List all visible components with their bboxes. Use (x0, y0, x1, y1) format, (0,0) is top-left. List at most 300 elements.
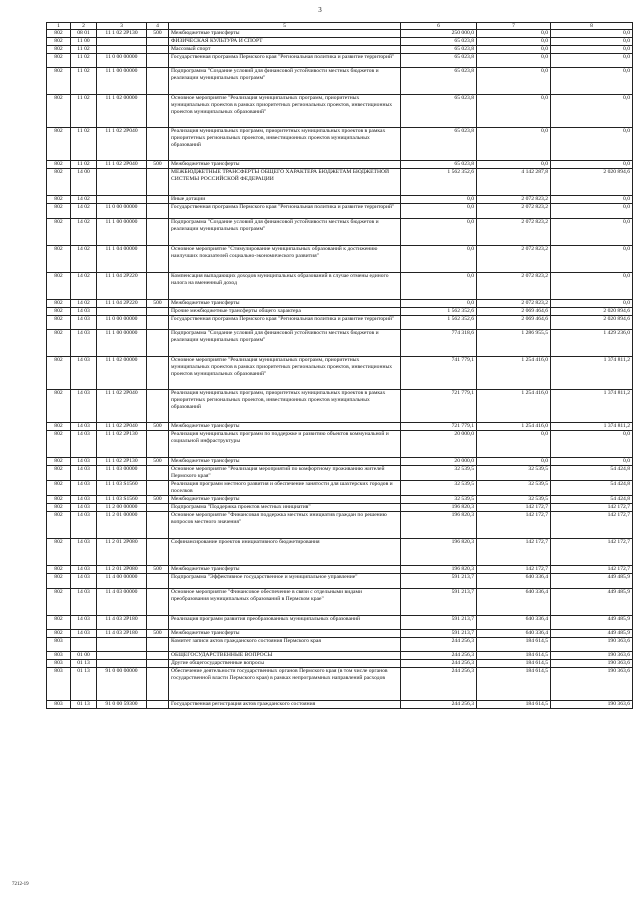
section-code: 14 03 (71, 588, 97, 615)
expense-type-code (147, 272, 169, 299)
department-code: 802 (47, 169, 71, 196)
amount-year-2: 0,0 (477, 38, 551, 46)
department-code: 803 (47, 652, 71, 660)
department-code: 802 (47, 481, 71, 496)
expense-type-code (147, 481, 169, 496)
target-article-code: 11 4 03 00000 (97, 588, 147, 615)
amount-year-1: 591 213,7 (401, 588, 477, 615)
amount-year-2: 640 336,4 (477, 574, 551, 588)
item-description: Иные дотации (169, 196, 401, 204)
table-row (47, 539, 633, 566)
table-row (47, 54, 633, 68)
expense-type-code (147, 218, 169, 245)
department-code: 802 (47, 615, 71, 629)
expense-type-code: 500 (147, 30, 169, 38)
section-code: 14 03 (71, 504, 97, 512)
column-number: 7 (477, 23, 551, 30)
amount-year-2: 184 614,5 (477, 701, 551, 709)
amount-year-3: 0,0 (551, 218, 633, 245)
department-code: 802 (47, 46, 71, 54)
item-description: Подпрограмма "Эффективное государственное и муниципальное управление" (169, 574, 401, 588)
target-article-code: 11 1 02 00000 (97, 357, 147, 390)
item-description: Государственная программа Пермского края "Региональная политика и развитие территорий" (169, 54, 401, 68)
amount-year-2: 1 254 416,0 (477, 423, 551, 431)
amount-year-1: 250 000,0 (401, 30, 477, 38)
item-description: Прочие межбюджетные трансферты общего характера (169, 307, 401, 315)
amount-year-3: 2 020 894,6 (551, 169, 633, 196)
section-code: 14 02 (71, 299, 97, 307)
department-code: 802 (47, 423, 71, 431)
amount-year-1: 65 023,8 (401, 128, 477, 161)
section-code: 14 02 (71, 196, 97, 204)
section-code: 14 03 (71, 615, 97, 629)
expense-type-code (147, 68, 169, 95)
expense-type-code (147, 701, 169, 709)
amount-year-1: 1 562 352,6 (401, 169, 477, 196)
amount-year-3: 0,0 (551, 161, 633, 169)
expense-type-code: 500 (147, 496, 169, 504)
amount-year-2: 640 336,4 (477, 615, 551, 629)
amount-year-3: 54 424,8 (551, 481, 633, 496)
item-description: Реализация программ развития преобразованных муниципальных образований (169, 615, 401, 629)
amount-year-3: 190 363,6 (551, 637, 633, 651)
amount-year-2: 0,0 (477, 95, 551, 128)
target-article-code: 11 1 00 00000 (97, 68, 147, 95)
item-description: Подпрограмма "Создание условий для финансовой устойчивости местных бюджетов и реализации муниципальных программ" (169, 218, 401, 245)
expense-type-code (147, 46, 169, 54)
table-row (47, 204, 633, 218)
target-article-code (97, 652, 147, 660)
amount-year-3: 142 172,7 (551, 512, 633, 539)
table-row (47, 496, 633, 504)
expense-type-code (147, 196, 169, 204)
amount-year-1: 591 213,7 (401, 615, 477, 629)
table-row (47, 629, 633, 637)
department-code: 802 (47, 458, 71, 466)
section-code (71, 637, 97, 651)
section-code: 14 03 (71, 629, 97, 637)
target-article-code: 91 0 00 00000 (97, 668, 147, 701)
table-row (47, 566, 633, 574)
target-article-code: 11 1 02 2P130 (97, 30, 147, 38)
expense-type-code (147, 390, 169, 423)
amount-year-3: 190 363,6 (551, 652, 633, 660)
item-description: Межбюджетные трансферты (169, 458, 401, 466)
amount-year-1: 20 000,0 (401, 458, 477, 466)
amount-year-1: 32 539,5 (401, 481, 477, 496)
department-code: 802 (47, 95, 71, 128)
amount-year-3: 1 429 236,0 (551, 330, 633, 357)
amount-year-2: 0,0 (477, 431, 551, 458)
section-code: 14 02 (71, 218, 97, 245)
amount-year-1: 0,0 (401, 204, 477, 218)
department-code: 802 (47, 512, 71, 539)
target-article-code (97, 637, 147, 651)
section-code: 14 03 (71, 315, 97, 329)
target-article-code (97, 196, 147, 204)
amount-year-3: 449 485,9 (551, 574, 633, 588)
table-row (47, 169, 633, 196)
target-article-code: 11 1 04 00000 (97, 245, 147, 272)
item-description: Массовый спорт (169, 46, 401, 54)
expense-type-code (147, 504, 169, 512)
expense-type-code (147, 38, 169, 46)
amount-year-3: 2 020 894,6 (551, 307, 633, 315)
amount-year-2: 2 072 823,2 (477, 272, 551, 299)
column-number: 6 (401, 23, 477, 30)
amount-year-1: 591 213,7 (401, 574, 477, 588)
department-code: 802 (47, 566, 71, 574)
section-code: 14 03 (71, 566, 97, 574)
item-description: Реализация муниципальных программ, приоритетных муниципальных проектов в рамках приоритетных региональных проектов, инвестиционных проектов муниципальных образований (169, 390, 401, 423)
amount-year-3: 1 374 811,2 (551, 390, 633, 423)
amount-year-1: 196 820,3 (401, 539, 477, 566)
amount-year-2: 142 172,7 (477, 539, 551, 566)
amount-year-3: 0,0 (551, 95, 633, 128)
amount-year-1: 65 023,8 (401, 95, 477, 128)
department-code: 802 (47, 38, 71, 46)
target-article-code: 11 1 03 S1560 (97, 496, 147, 504)
expense-type-code (147, 169, 169, 196)
table-row (47, 218, 633, 245)
table-row (47, 307, 633, 315)
amount-year-3: 0,0 (551, 38, 633, 46)
column-number: 3 (97, 23, 147, 30)
amount-year-2: 0,0 (477, 46, 551, 54)
section-code: 11 02 (71, 161, 97, 169)
amount-year-2: 2 069 464,6 (477, 315, 551, 329)
amount-year-3: 190 363,6 (551, 660, 633, 668)
amount-year-3: 142 172,7 (551, 566, 633, 574)
amount-year-1: 0,0 (401, 218, 477, 245)
amount-year-1: 65 023,8 (401, 54, 477, 68)
target-article-code: 11 2 01 2P080 (97, 566, 147, 574)
target-article-code (97, 169, 147, 196)
amount-year-1: 0,0 (401, 299, 477, 307)
item-description: Межбюджетные трансферты (169, 566, 401, 574)
target-article-code: 11 1 00 00000 (97, 330, 147, 357)
department-code: 802 (47, 204, 71, 218)
department-code: 802 (47, 574, 71, 588)
amount-year-3: 0,0 (551, 30, 633, 38)
amount-year-2: 2 069 464,6 (477, 307, 551, 315)
column-number-row (47, 23, 633, 30)
table-row (47, 95, 633, 128)
amount-year-2: 0,0 (477, 161, 551, 169)
table-row (47, 504, 633, 512)
section-code: 14 03 (71, 574, 97, 588)
target-article-code: 11 1 00 00000 (97, 218, 147, 245)
amount-year-1: 244 256,3 (401, 652, 477, 660)
expense-type-code: 500 (147, 423, 169, 431)
department-code: 802 (47, 161, 71, 169)
expense-type-code: 500 (147, 161, 169, 169)
table-row (47, 161, 633, 169)
target-article-code: 11 1 02 2P040 (97, 390, 147, 423)
item-description: Обеспечение деятельности государственных органов Пермского края (в том числе органов государственной власти Пермского края) в рамках непрограммных направлений расходов (169, 668, 401, 701)
target-article-code: 11 0 00 00000 (97, 54, 147, 68)
table-row (47, 245, 633, 272)
target-article-code: 11 1 02 2P040 (97, 423, 147, 431)
amount-year-2: 1 254 416,0 (477, 357, 551, 390)
department-code: 803 (47, 660, 71, 668)
item-description: Подпрограмма "Поддержка проектов местных инициатив" (169, 504, 401, 512)
section-code: 11 02 (71, 128, 97, 161)
department-code: 802 (47, 629, 71, 637)
table-row (47, 423, 633, 431)
amount-year-3: 449 485,9 (551, 588, 633, 615)
target-article-code: 11 1 04 2P220 (97, 299, 147, 307)
department-code: 802 (47, 128, 71, 161)
target-article-code: 11 4 00 00000 (97, 574, 147, 588)
amount-year-1: 32 539,5 (401, 496, 477, 504)
department-code: 802 (47, 496, 71, 504)
target-article-code: 11 2 01 00000 (97, 512, 147, 539)
department-code: 802 (47, 357, 71, 390)
table-row (47, 588, 633, 615)
target-article-code: 11 4 03 2P180 (97, 629, 147, 637)
item-description: МЕЖБЮДЖЕТНЫЕ ТРАНСФЕРТЫ ОБЩЕГО ХАРАКТЕРА БЮДЖЕТАМ БЮДЖЕТНОЙ СИСТЕМЫ РОССИЙСКОЙ ФЕДЕРАЦИИ (169, 169, 401, 196)
table-row (47, 637, 633, 651)
amount-year-2: 142 172,7 (477, 512, 551, 539)
section-code: 11 00 (71, 38, 97, 46)
section-code: 14 03 (71, 496, 97, 504)
table-row (47, 330, 633, 357)
amount-year-3: 190 363,6 (551, 668, 633, 701)
target-article-code: 11 1 02 2P130 (97, 431, 147, 458)
target-article-code: 11 1 02 2P040 (97, 128, 147, 161)
department-code: 802 (47, 68, 71, 95)
amount-year-1: 244 256,3 (401, 668, 477, 701)
item-description: Основное мероприятие "Реализация мероприятий по комфортному проживанию жителей Пермского края" (169, 466, 401, 481)
item-description: Государственная программа Пермского края "Региональная политика и развитие территорий" (169, 204, 401, 218)
column-number: 8 (551, 23, 633, 30)
amount-year-2: 2 072 823,2 (477, 299, 551, 307)
amount-year-1: 244 256,3 (401, 701, 477, 709)
section-code: 14 02 (71, 272, 97, 299)
target-article-code: 11 1 04 2P220 (97, 272, 147, 299)
target-article-code: 11 0 00 00000 (97, 204, 147, 218)
item-description: ОБЩЕГОСУДАРСТВЕННЫЕ ВОПРОСЫ (169, 652, 401, 660)
amount-year-3: 0,0 (551, 458, 633, 466)
table-row (47, 574, 633, 588)
section-code: 01 00 (71, 652, 97, 660)
section-code: 14 02 (71, 245, 97, 272)
department-code: 802 (47, 466, 71, 481)
table-row (47, 30, 633, 38)
amount-year-1: 32 539,5 (401, 466, 477, 481)
table-row (47, 466, 633, 481)
amount-year-2: 184 614,5 (477, 660, 551, 668)
amount-year-1: 196 820,3 (401, 512, 477, 539)
expense-type-code (147, 466, 169, 481)
department-code: 802 (47, 539, 71, 566)
section-code: 11 02 (71, 95, 97, 128)
amount-year-2: 2 072 823,2 (477, 204, 551, 218)
amount-year-3: 0,0 (551, 431, 633, 458)
section-code: 14 03 (71, 466, 97, 481)
amount-year-2: 0,0 (477, 30, 551, 38)
department-code: 802 (47, 218, 71, 245)
amount-year-3: 0,0 (551, 46, 633, 54)
column-number: 4 (147, 23, 169, 30)
amount-year-3: 449 485,9 (551, 615, 633, 629)
expense-type-code (147, 660, 169, 668)
table-row (47, 458, 633, 466)
amount-year-2: 142 172,7 (477, 504, 551, 512)
department-code: 802 (47, 54, 71, 68)
amount-year-1: 244 256,3 (401, 660, 477, 668)
section-code: 14 03 (71, 357, 97, 390)
amount-year-3: 190 363,6 (551, 701, 633, 709)
expense-type-code (147, 637, 169, 651)
target-article-code (97, 46, 147, 54)
footer-code: 7212-19 (12, 882, 29, 887)
item-description: Межбюджетные трансферты (169, 299, 401, 307)
expense-type-code (147, 245, 169, 272)
section-code: 14 00 (71, 169, 97, 196)
amount-year-1: 721 779,1 (401, 390, 477, 423)
item-description: Межбюджетные трансферты (169, 423, 401, 431)
target-article-code (97, 38, 147, 46)
amount-year-3: 0,0 (551, 204, 633, 218)
target-article-code: 11 2 00 00000 (97, 504, 147, 512)
item-description: Другие общегосударственные вопросы (169, 660, 401, 668)
expense-type-code: 500 (147, 299, 169, 307)
amount-year-2: 2 072 823,2 (477, 196, 551, 204)
amount-year-2: 32 539,5 (477, 496, 551, 504)
expense-type-code: 500 (147, 458, 169, 466)
section-code: 14 03 (71, 539, 97, 566)
item-description: Основное мероприятие "Финансовое обеспечение в связи с отдельными видами преобразования муниципальных образований в Пермском крае" (169, 588, 401, 615)
amount-year-3: 2 020 894,6 (551, 315, 633, 329)
amount-year-3: 0,0 (551, 54, 633, 68)
item-description: Реализация муниципальных программ, приоритетных муниципальных проектов в рамках приоритетных региональных проектов, инвестиционных проектов муниципальных образований (169, 128, 401, 161)
department-code: 802 (47, 245, 71, 272)
item-description: Государственная программа Пермского края "Региональная политика и развитие территорий" (169, 315, 401, 329)
amount-year-2: 1 286 955,5 (477, 330, 551, 357)
amount-year-1: 65 023,8 (401, 46, 477, 54)
section-code: 14 03 (71, 330, 97, 357)
amount-year-1: 0,0 (401, 272, 477, 299)
item-description: Компенсация выпадающих доходов муниципальных образований в случае отмены единого налога на вмененный доход (169, 272, 401, 299)
amount-year-1: 196 820,3 (401, 566, 477, 574)
item-description: Софинансирование проектов инициативного бюджетирования (169, 539, 401, 566)
item-description: Межбюджетные трансферты (169, 496, 401, 504)
expense-type-code (147, 357, 169, 390)
section-code: 14 03 (71, 390, 97, 423)
expense-type-code (147, 315, 169, 329)
department-code: 803 (47, 637, 71, 651)
amount-year-1: 1 562 352,6 (401, 315, 477, 329)
table-row (47, 299, 633, 307)
department-code: 802 (47, 307, 71, 315)
amount-year-1: 0,0 (401, 245, 477, 272)
target-article-code: 11 1 02 00000 (97, 95, 147, 128)
amount-year-2: 184 614,5 (477, 652, 551, 660)
department-code: 803 (47, 668, 71, 701)
item-description: Подпрограмма "Создание условий для финансовой устойчивости местных бюджетов и реализации муниципальных программ" (169, 330, 401, 357)
amount-year-2: 640 336,4 (477, 629, 551, 637)
department-code: 802 (47, 30, 71, 38)
amount-year-3: 54 424,8 (551, 496, 633, 504)
section-code: 14 03 (71, 481, 97, 496)
department-code: 802 (47, 431, 71, 458)
expense-type-code (147, 652, 169, 660)
department-code: 803 (47, 701, 71, 709)
table-row (47, 701, 633, 709)
section-code: 14 02 (71, 204, 97, 218)
page-number: 3 (318, 6, 322, 14)
item-description: Межбюджетные трансферты (169, 629, 401, 637)
amount-year-1: 591 213,7 (401, 629, 477, 637)
table-row (47, 128, 633, 161)
expense-type-code (147, 615, 169, 629)
expense-type-code (147, 539, 169, 566)
amount-year-2: 184 614,5 (477, 668, 551, 701)
expense-type-code (147, 54, 169, 68)
amount-year-1: 774 318,6 (401, 330, 477, 357)
table-row (47, 660, 633, 668)
amount-year-3: 142 172,7 (551, 539, 633, 566)
section-code: 01 13 (71, 660, 97, 668)
section-code: 14 03 (71, 512, 97, 539)
item-description: Основное мероприятие "Финансовая поддержка местных инициатив граждан по решению вопросов местного значения" (169, 512, 401, 539)
item-description: Подпрограмма "Создание условий для финансовой устойчивости местных бюджетов и реализации муниципальных программ" (169, 68, 401, 95)
target-article-code: 91 0 00 59300 (97, 701, 147, 709)
expense-type-code (147, 512, 169, 539)
section-code: 14 03 (71, 423, 97, 431)
amount-year-1: 244 256,3 (401, 637, 477, 651)
section-code: 14 03 (71, 431, 97, 458)
amount-year-2: 4 142 287,8 (477, 169, 551, 196)
item-description: Реализация муниципальных программ по поддержке и развитию объектов коммунальной и социальной инфраструктуры (169, 431, 401, 458)
amount-year-1: 20 000,0 (401, 431, 477, 458)
expense-type-code (147, 307, 169, 315)
section-code: 08 01 (71, 30, 97, 38)
amount-year-1: 1 562 352,6 (401, 307, 477, 315)
department-code: 802 (47, 330, 71, 357)
department-code: 802 (47, 315, 71, 329)
table-row (47, 272, 633, 299)
expense-type-code (147, 574, 169, 588)
amount-year-2: 0,0 (477, 128, 551, 161)
section-code: 11 02 (71, 54, 97, 68)
target-article-code: 11 1 03 S1560 (97, 481, 147, 496)
target-article-code: 11 0 00 00000 (97, 315, 147, 329)
target-article-code: 11 1 03 00000 (97, 466, 147, 481)
item-description: Основное мероприятие "Реализация муниципальных программ, приоритетных муниципальных проектов в рамках приоритетных региональных проектов, инвестиционных проектов муниципальных образований" (169, 95, 401, 128)
section-code: 01 13 (71, 701, 97, 709)
amount-year-1: 65 023,8 (401, 38, 477, 46)
department-code: 802 (47, 272, 71, 299)
item-description: ФИЗИЧЕСКАЯ КУЛЬТУРА И СПОРТ (169, 38, 401, 46)
department-code: 802 (47, 299, 71, 307)
target-article-code: 11 1 02 2P130 (97, 458, 147, 466)
expense-type-code (147, 95, 169, 128)
table-row (47, 652, 633, 660)
expense-type-code: 500 (147, 629, 169, 637)
amount-year-3: 449 485,9 (551, 629, 633, 637)
item-description: Комитет записи актов гражданского состояния Пермского края (169, 637, 401, 651)
target-article-code (97, 660, 147, 668)
amount-year-2: 32 539,5 (477, 481, 551, 496)
column-number: 5 (169, 23, 401, 30)
amount-year-3: 0,0 (551, 299, 633, 307)
section-code: 11 02 (71, 68, 97, 95)
item-description: Межбюджетные трансферты (169, 161, 401, 169)
section-code: 14 03 (71, 458, 97, 466)
